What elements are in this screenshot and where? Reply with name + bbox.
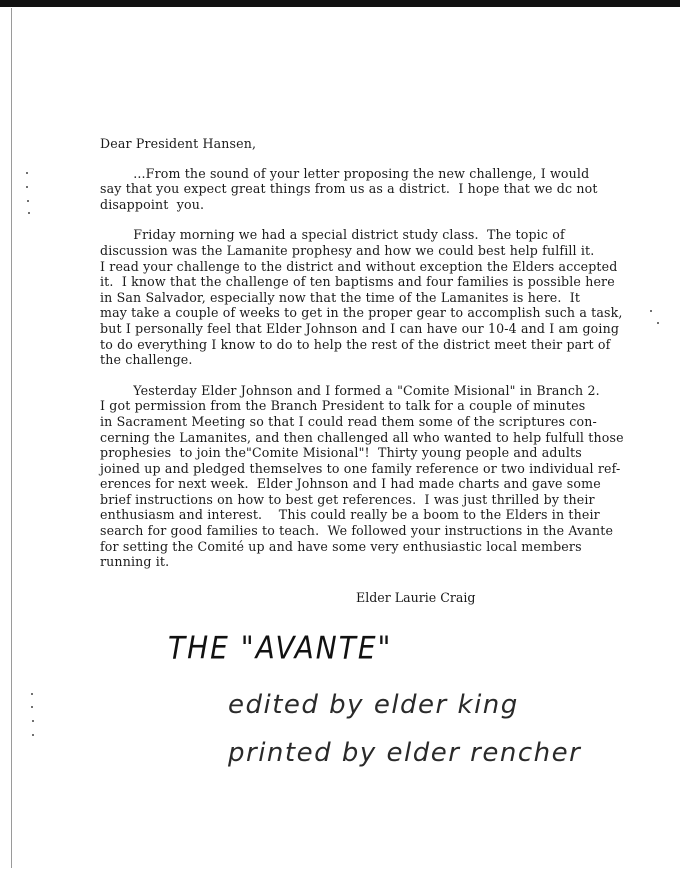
margin-speck [32,720,34,722]
paragraph-line: enthusiasm and interest. This could really be a boom to the Elders in their [100,507,600,523]
paragraph-line: I read your challenge to the district and without exception the Elders accepted [100,258,618,274]
paragraph-line: to do everything I know to do to help the rest of the district meet their part of [100,336,611,352]
paragraph-line: discussion was the Lamanite prophesy and how we could best help fulfill it. [100,242,595,258]
top-border-bar [0,0,680,7]
margin-speck [31,693,33,695]
paragraph-3 [100,383,640,570]
margin-speck [32,734,34,736]
margin-speck [27,200,29,202]
paragraph-2 [100,227,640,367]
masthead-title: THE "AVANTE" [168,630,393,667]
paragraph-line: it. I know that the challenge of ten baptisms and four families is possible here [100,274,615,290]
paragraph-line: in Sacrament Meeting so that I could read them some of the scriptures con- [100,413,597,429]
paragraph-line: disappoint you. [100,196,205,212]
paragraph-line: cerning the Lamanites, and then challenged all who wanted to help fulfull those [100,429,624,445]
paragraph-line: Yesterday Elder Johnson and I formed a "Comite Misional" in Branch 2. [100,382,600,398]
paragraph-line: in San Salvador, especially now that the time of the Lamanites is here. It [100,289,581,305]
paragraph-line: but I personally feel that Elder Johnson and I can have our 10-4 and I am going [100,320,620,336]
masthead-printer-line: printed by elder rencher [228,738,582,768]
margin-speck [26,186,28,188]
paragraph-line: may take a couple of weeks to get in the proper gear to accomplish such a task, [100,305,623,321]
margin-speck [26,172,28,174]
paragraph-line: joined up and pledged themselves to one family reference or two individual ref- [100,460,621,476]
paragraph-line: for setting the Comité up and have some very enthusiastic local members [100,538,582,554]
paragraph-line: brief instructions on how to best get references. I was just thrilled by their [100,491,595,507]
paragraph-line: the challenge. [100,352,193,368]
paragraph-line: I got permission from the Branch President to talk for a couple of minutes [100,398,586,414]
margin-speck [31,706,33,708]
paragraph-line: erences for next week. Elder Johnson and I had made charts and gave some [100,476,601,492]
salutation: Dear President Hansen, [100,136,257,151]
paragraph-line: running it. [100,554,170,570]
paragraph-line: Friday morning we had a special district study class. The topic of [100,227,565,243]
left-margin-rule [11,8,12,868]
masthead-editor-line: edited by elder king [228,690,519,720]
letter-body [100,136,640,585]
margin-speck [657,322,659,324]
paragraph-line: ...From the sound of your letter proposing the new challenge, I would [100,165,590,181]
paragraph-line: search for good families to teach. We followed your instructions in the Avante [100,523,614,539]
paragraph-line: say that you expect great things from us as a district. I hope that we dc not [100,181,598,197]
margin-speck [650,310,652,312]
margin-speck [28,212,30,214]
paragraph-1 [100,166,640,213]
paragraph-line: prophesies to join the"Comite Misional"! Thirty young people and adults [100,445,582,461]
signature: Elder Laurie Craig [356,590,476,605]
